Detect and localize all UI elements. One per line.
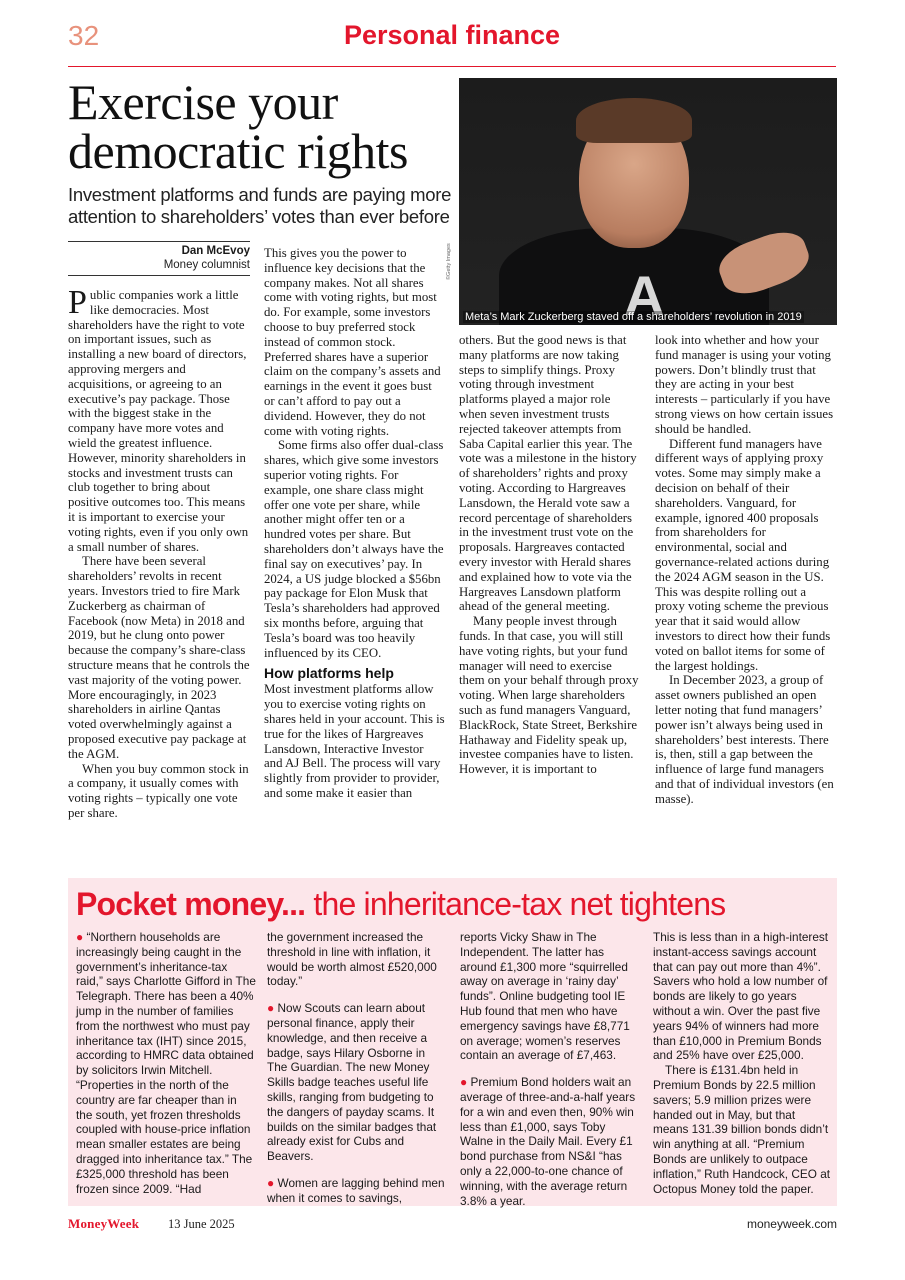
article-column-4 <box>655 333 837 807</box>
pocket-money-box <box>68 878 837 1206</box>
article-photo <box>459 78 837 325</box>
bullet-icon: ● <box>76 930 84 944</box>
section-title: Personal finance <box>343 20 561 50</box>
issue-date: 13 June 2025 <box>168 1217 235 1231</box>
pocket-money-item: ● Now Scouts can learn about personal finance, apply their knowledge, and then receive a badge, says Hilary Osborne in The Guardian. The new Money Skills badge teaches useful life skills, ranging from budgeting to the dangers of payday scams. It builds on the similar badges that already exist for Cubs and Beavers. <box>267 1001 437 1164</box>
pocket-money-column-1 <box>76 930 256 1196</box>
pocket-money-column-3 <box>460 930 640 1208</box>
pocket-money-item: ● Premium Bond holders wait an average of three-and-a-half years for a win and even then, 90% win less than £1,000, says Toby Walne in the Daily Mail. Every £1 bond purchase from NS&I “has only a 22,000-to-one chance of winning, with the average return 3.8% a year. <box>460 1075 636 1208</box>
pocket-money-item: ● Women are lagging behind men when it comes to savings, <box>267 1175 445 1205</box>
pocket-money-title <box>76 882 836 926</box>
article-paragraph: In December 2023, a group of asset owners published an open letter noting that fund managers’ power isn’t always being used in shareholders’ best interests. There is, then, still a gap between the influence of large fund managers and that of individual investors (en masse). <box>655 673 834 806</box>
page-header <box>68 20 836 60</box>
pocket-money-item: This is less than in a high-interest instant-access savings account that can pay out more than 4%”. Savers who hold a low number of bonds are likely to go years without a win. Over the past five years 94% of winners had more than £10,000 in Premium Bonds and 25% have over £25,000. <box>653 930 829 1063</box>
header-rule <box>68 66 836 67</box>
photo-hair <box>576 98 692 143</box>
article-paragraph: Public companies work a little like democracies. Most shareholders have the right to vote on important issues, such as installing a new board of directors, approving mergers and acquisitions, or agreeing to an executive’s pay package. Those with the biggest stake in the company have more votes and wield the greatest influence. However, minority shareholders in stocks and investment trusts can club together to bring about positive outcomes too. This means it is important to exercise your voting rights, even if you only own a small number of shares. <box>68 284 249 554</box>
pocket-money-item: the government increased the threshold in line with inflation, it would be worth almost £520,000 today.” <box>267 930 437 989</box>
article-headline: Exercise your democratic rights <box>68 74 408 179</box>
brand-logo: MoneyWeek <box>68 1216 140 1231</box>
article-paragraph: Many people invest through funds. In that case, you will still have voting rights, but your fund manager will need to exercise them on your behalf through proxy voting. When large shareholders such as fund managers Vanguard, BlackRock, State Street, Berkshire Hathaway and Fidelity speak up, investee companies have to listen. However, it is important to <box>459 614 639 777</box>
pocket-money-item: There is £131.4bn held in Premium Bonds by 22.5 million savers; 5.9 million prizes were handed out in May, but that means 131.39 billion bonds didn’t win anything at all. “Premium Bonds are unlikely to outpace inflation,” Ruth Handcock, CEO at Octopus Money told the paper. <box>653 1063 831 1196</box>
article-paragraph: This gives you the power to influence key decisions that the company makes. Not all shares come with voting rights, but most do. For example, some investors choose to buy preferred stock instead of common stock. Preferred shares have a superior claim on the company’s assets and earnings in the event it goes bust or can’t afford to pay out a dividend. However, they do not come with voting rights. <box>264 246 441 438</box>
photo-shirt-logo: A <box>624 264 665 325</box>
article-subheading: How platforms help <box>264 665 394 682</box>
pocket-money-subtitle: the inheritance-tax net tightens <box>313 886 726 922</box>
byline-author: Dan McEvoy <box>181 245 250 257</box>
article-paragraph: Some firms also offer dual-class shares, which give some investors superior voting rights. For example, one share class might offer one vote per share, while another might offer ten or a hundred votes per share. But shareholders don’t always have the final say on executives’ pay. In 2024, a US judge blocked a $56bn pay package for Elon Musk that Tesla’s shareholders had approved six months before, arguing that Tesla’s board was too heavily influenced by its CEO. <box>264 438 444 660</box>
article-column-1 <box>68 284 250 821</box>
drop-cap: P <box>68 284 87 321</box>
pocket-money-item: reports Vicky Shaw in The Independent. The latter has around £1,300 more “squirrelled away on average in ‘rainy day’ funds”. Online budgeting tool IE Hub found that men who have emergency savings have £8,771 on average; women’s reserves contain an average of £7,463. <box>460 930 630 1063</box>
article-paragraph: When you buy common stock in a company, it usually comes with voting rights – typically one vote per share. <box>68 761 249 820</box>
pocket-money-heading: Pocket money... <box>76 886 306 922</box>
byline <box>68 244 250 272</box>
photo-caption: Meta’s Mark Zuckerberg staved off a shareholders’ revolution in 2019 <box>465 311 802 323</box>
website-link[interactable]: moneyweek.com <box>746 1217 837 1231</box>
pocket-money-item: ● “Northern households are increasingly being caught in the government’s inheritance-tax raid,” says Charlotte Gifford in The Telegraph. There has been a 40% jump in the number of families from the northwest who must pay inheritance tax (IHT) since 2015, according to HMRC data obtained by solicitors Irwin Mitchell. “Properties in the north of the country are far cheaper than in the south, yet frozen thresholds coupled with house-price inflation mean smaller estates are being dragged into inheritance tax.” The £325,000 threshold has been frozen since 2009. “Had <box>76 930 256 1196</box>
byline-rule-bottom <box>68 275 250 276</box>
bullet-icon: ● <box>267 1175 275 1190</box>
bullet-icon: ● <box>267 1001 275 1016</box>
article-paragraph: others. But the good news is that many platforms are now taking steps to simplify things. Proxy voting through investment platforms played a major role when seven investment trusts rejected takeover attempts from Saba Capital earlier this year. The vote was a milestone in the history of shareholders’ rights and proxy voting. According to Hargreaves Lansdown, the Herald vote saw a record percentage of shareholders in the investment trust vote on the proposals. Hargreaves contacted every investor with Herald shares and explained how to vote via the Hargreaves Lansdown platform ahead of the general meeting. <box>459 333 637 614</box>
byline-role: Money columnist <box>163 259 250 271</box>
pocket-money-column-4 <box>653 930 833 1196</box>
page-footer <box>68 1214 837 1234</box>
article-paragraph: Most investment platforms allow you to exercise voting rights on shares held in your account. This is true for the likes of Hargreaves Lansdown, Interactive Investor and AJ Bell. The process will vary slightly from provider to provider, and some make it easier than <box>264 682 445 800</box>
article-paragraph: Different fund managers have different ways of applying proxy votes. Some may simply make a decision on behalf of their shareholders. Vanguard, for example, ignored 400 proposals from shareholders for environmental, social and governance-related actions during the 2024 AGM season in the US. This was despite rolling out a proxy voting scheme the previous year that it said would allow investors to direct how their funds voted on ballot items for some of the largest holdings. <box>655 436 831 673</box>
byline-rule-top <box>68 241 250 242</box>
article-column-2 <box>264 246 445 801</box>
article-column-3 <box>459 333 639 777</box>
article-paragraph: There have been several shareholders’ revolts in recent years. Investors tried to fire Mark Zuckerberg as chairman of Facebook (now Meta) in 2018 and 2019, but he clung onto power because the company’s share-class structure means that he controls the vast majority of the voting power. More encouragingly, in 2023 shareholders in airline Qantas voted overwhelmingly against a proposed executive pay package at the AGM. <box>68 554 250 761</box>
article-paragraph: look into whether and how your fund manager is using your voting powers. Don’t blindly trust that they are acting in your best interests – particularly if you have strong views on how certain issues should be handled. <box>655 333 834 436</box>
page-number: 32 <box>68 20 100 51</box>
article-standfirst: Investment platforms and funds are paying more attention to shareholders’ votes than ever before <box>68 184 452 227</box>
bullet-icon: ● <box>460 1075 468 1090</box>
pocket-money-column-2 <box>267 930 447 1206</box>
photo-credit: ©Getty Images <box>446 243 452 280</box>
